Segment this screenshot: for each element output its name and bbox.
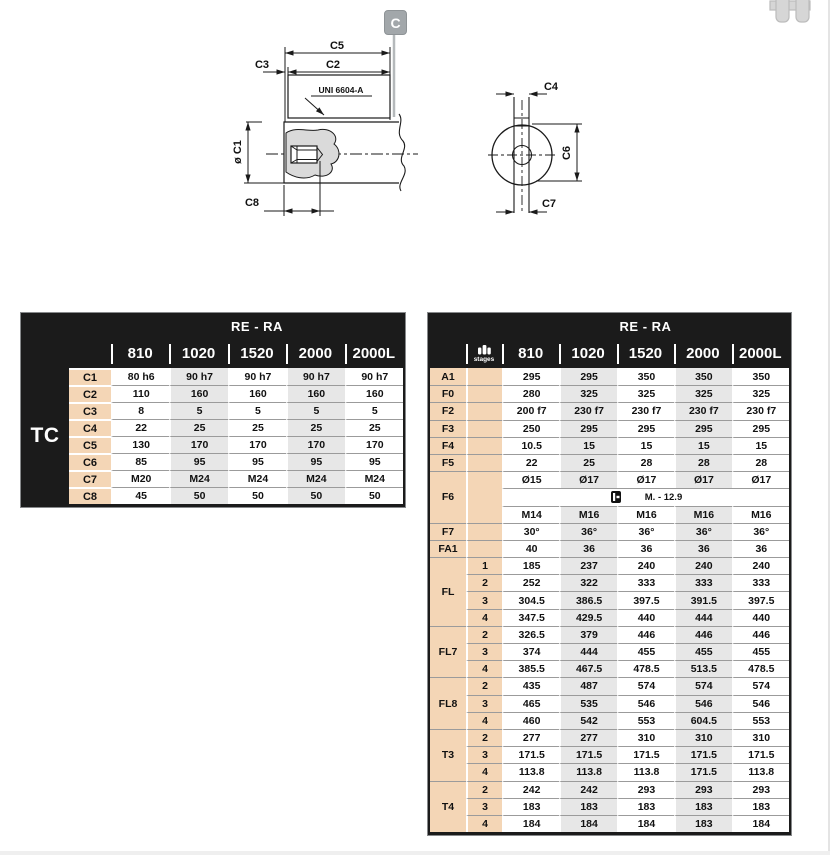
table-cell: M24 bbox=[228, 470, 286, 487]
table-cell: 25 bbox=[228, 419, 286, 436]
series-header: RE - RA bbox=[231, 318, 283, 334]
table-cell: 237 bbox=[559, 557, 616, 574]
row-label: C1 bbox=[69, 368, 111, 385]
stages-header-label: stages bbox=[473, 355, 495, 363]
table-cell: 295 bbox=[617, 420, 674, 437]
table-cell: 440 bbox=[732, 609, 789, 626]
table-cell: Ø15 bbox=[502, 471, 559, 488]
table-cell: 280 bbox=[502, 385, 559, 402]
shaft-side-view bbox=[244, 47, 418, 216]
table-row bbox=[430, 712, 789, 729]
table-cell: 379 bbox=[559, 626, 616, 643]
table-cell: 183 bbox=[559, 798, 616, 815]
table-cell: 90 h7 bbox=[345, 368, 403, 385]
table-cell: 113.8 bbox=[617, 763, 674, 780]
table-cell: 30° bbox=[502, 523, 559, 540]
table-row bbox=[430, 643, 789, 660]
table-cell: 513.5 bbox=[674, 660, 731, 677]
row-label: T4 bbox=[430, 781, 466, 833]
table-cell: 535 bbox=[559, 695, 616, 712]
row-label: FL8 bbox=[430, 677, 466, 729]
table-cell: 325 bbox=[617, 385, 674, 402]
stage-cell bbox=[466, 368, 502, 385]
table-cell: 113.8 bbox=[502, 763, 559, 780]
table-cell: 446 bbox=[732, 626, 789, 643]
table-cell: M24 bbox=[169, 470, 227, 487]
row-label: C2 bbox=[69, 385, 111, 402]
table-cell: 160 bbox=[169, 385, 227, 402]
table-cell: 160 bbox=[345, 385, 403, 402]
table-row bbox=[430, 454, 789, 471]
column-header: 810 bbox=[502, 339, 559, 368]
row-label: F0 bbox=[430, 385, 466, 402]
table-cell: 277 bbox=[559, 729, 616, 746]
table-cell: 50 bbox=[169, 487, 227, 504]
table-cell: 170 bbox=[228, 436, 286, 453]
table-cell: 36° bbox=[617, 523, 674, 540]
table-cell: 5 bbox=[286, 402, 344, 419]
stage-cell bbox=[466, 523, 502, 540]
stage-cell: 3 bbox=[466, 695, 502, 712]
table-cell: 183 bbox=[617, 798, 674, 815]
row-label: FL7 bbox=[430, 626, 466, 678]
series-header: RE - RA bbox=[619, 318, 672, 334]
table-row bbox=[430, 368, 789, 385]
table-cell: 574 bbox=[674, 677, 731, 694]
table-cell: 185 bbox=[502, 557, 559, 574]
dim-label-c1: ø C1 bbox=[232, 140, 244, 164]
table-cell: 487 bbox=[559, 677, 616, 694]
table-cell: 435 bbox=[502, 677, 559, 694]
row-label: T3 bbox=[430, 729, 466, 781]
table-cell: 240 bbox=[674, 557, 731, 574]
table-cell: 478.5 bbox=[732, 660, 789, 677]
table-cell: 22 bbox=[111, 419, 169, 436]
stage-cell bbox=[466, 454, 502, 471]
table-cell: 310 bbox=[732, 729, 789, 746]
column-header: 2000L bbox=[732, 339, 789, 368]
stage-cell: 4 bbox=[466, 660, 502, 677]
table-cell: 28 bbox=[674, 454, 731, 471]
stage-cell: 2 bbox=[466, 677, 502, 694]
table-cell: 325 bbox=[732, 385, 789, 402]
table-cell: 8 bbox=[111, 402, 169, 419]
table-cell: 546 bbox=[674, 695, 731, 712]
table-cell: 40 bbox=[502, 540, 559, 557]
table-cell: 95 bbox=[286, 453, 344, 470]
table-row bbox=[21, 368, 403, 385]
table-cell: 293 bbox=[732, 781, 789, 798]
table-cell: 397.5 bbox=[732, 591, 789, 608]
table-cell: 183 bbox=[732, 798, 789, 815]
table-cell: Ø17 bbox=[617, 471, 674, 488]
tc-group-label: TC bbox=[21, 368, 69, 504]
stages-column-header bbox=[466, 339, 502, 368]
coupling-icon bbox=[770, 0, 810, 22]
bolt-note bbox=[504, 491, 789, 503]
table-cell: 28 bbox=[732, 454, 789, 471]
table-row bbox=[21, 385, 403, 402]
table-cell: M16 bbox=[732, 506, 789, 523]
column-header: 2000 bbox=[286, 339, 344, 368]
table-cell: 171.5 bbox=[674, 746, 731, 763]
table-cell: M16 bbox=[559, 506, 616, 523]
stage-cell: 3 bbox=[466, 746, 502, 763]
stage-cell: 3 bbox=[466, 798, 502, 815]
table-row bbox=[430, 557, 789, 574]
table-cell: 25 bbox=[559, 454, 616, 471]
table-row bbox=[430, 420, 789, 437]
table-cell: 295 bbox=[732, 420, 789, 437]
table-cell: 310 bbox=[617, 729, 674, 746]
table-cell: 350 bbox=[732, 368, 789, 385]
series-header-row bbox=[430, 313, 789, 339]
column-header: 2000L bbox=[345, 339, 403, 368]
header-spacer bbox=[430, 339, 466, 368]
tc-table-body bbox=[21, 368, 403, 504]
row-label: FL bbox=[430, 557, 466, 626]
table-cell: 36 bbox=[674, 540, 731, 557]
table-cell: 160 bbox=[228, 385, 286, 402]
table-cell: 252 bbox=[502, 574, 559, 591]
table-row bbox=[21, 436, 403, 453]
screw-icon bbox=[611, 491, 621, 503]
table-cell: 553 bbox=[732, 712, 789, 729]
dim-label-c8: C8 bbox=[244, 197, 260, 209]
table-cell: 304.5 bbox=[502, 591, 559, 608]
column-header: 1020 bbox=[559, 339, 616, 368]
table-cell: 171.5 bbox=[732, 746, 789, 763]
dim-label-c6: C6 bbox=[561, 145, 573, 161]
row-label: F7 bbox=[430, 523, 466, 540]
table-cell: 242 bbox=[559, 781, 616, 798]
table-cell: 45 bbox=[111, 487, 169, 504]
dim-label-c7: C7 bbox=[541, 198, 557, 210]
table-cell: 455 bbox=[732, 643, 789, 660]
table-cell: 85 bbox=[111, 453, 169, 470]
table-cell: 277 bbox=[502, 729, 559, 746]
row-label: C6 bbox=[69, 453, 111, 470]
header-spacer bbox=[430, 313, 502, 339]
table-row bbox=[430, 729, 789, 746]
table-cell: 171.5 bbox=[559, 746, 616, 763]
table-cell: 465 bbox=[502, 695, 559, 712]
dim-table-body bbox=[430, 368, 789, 832]
table-row bbox=[430, 609, 789, 626]
table-cell: 15 bbox=[674, 437, 731, 454]
stage-cell: 3 bbox=[466, 591, 502, 608]
stage-cell bbox=[466, 385, 502, 402]
table-cell: 113.8 bbox=[559, 763, 616, 780]
table-row bbox=[430, 815, 789, 832]
table-cell: 347.5 bbox=[502, 609, 559, 626]
table-cell: 183 bbox=[674, 798, 731, 815]
table-cell: 230 f7 bbox=[617, 402, 674, 419]
table-cell: 546 bbox=[732, 695, 789, 712]
table-row bbox=[21, 487, 403, 504]
table-cell: 170 bbox=[345, 436, 403, 453]
table-cell: 183 bbox=[674, 815, 731, 832]
table-cell: M16 bbox=[617, 506, 674, 523]
column-header: 1020 bbox=[169, 339, 227, 368]
table-row bbox=[430, 746, 789, 763]
table-cell: 385.5 bbox=[502, 660, 559, 677]
table-cell: 110 bbox=[111, 385, 169, 402]
dim-label-c3: C3 bbox=[254, 59, 270, 71]
table-cell: 36 bbox=[617, 540, 674, 557]
table-cell: 322 bbox=[559, 574, 616, 591]
row-label: F4 bbox=[430, 437, 466, 454]
stage-cell: 4 bbox=[466, 712, 502, 729]
row-label: C5 bbox=[69, 436, 111, 453]
table-cell: 50 bbox=[345, 487, 403, 504]
bolt-note-cell bbox=[502, 488, 789, 505]
header-spacer bbox=[21, 313, 111, 339]
stage-cell: 2 bbox=[466, 574, 502, 591]
table-cell: 310 bbox=[674, 729, 731, 746]
table-cell: 36 bbox=[732, 540, 789, 557]
tc-dimensions-table bbox=[20, 312, 406, 508]
stage-cell: 2 bbox=[466, 781, 502, 798]
table-row bbox=[430, 574, 789, 591]
table-cell: 28 bbox=[617, 454, 674, 471]
table-cell: 295 bbox=[674, 420, 731, 437]
table-row bbox=[430, 626, 789, 643]
table-cell: Ø17 bbox=[674, 471, 731, 488]
table-row bbox=[430, 781, 789, 798]
table-cell: 574 bbox=[732, 677, 789, 694]
row-label: F3 bbox=[430, 420, 466, 437]
row-label: C4 bbox=[69, 419, 111, 436]
table-row bbox=[430, 695, 789, 712]
table-cell: 15 bbox=[559, 437, 616, 454]
table-row bbox=[430, 385, 789, 402]
column-header-row bbox=[21, 339, 403, 368]
table-cell: 460 bbox=[502, 712, 559, 729]
table-cell: Ø17 bbox=[559, 471, 616, 488]
table-cell: 455 bbox=[617, 643, 674, 660]
table-row bbox=[430, 471, 789, 488]
table-cell: 95 bbox=[169, 453, 227, 470]
table-cell: 242 bbox=[502, 781, 559, 798]
table-cell: 90 h7 bbox=[228, 368, 286, 385]
stage-cell: 2 bbox=[466, 626, 502, 643]
table-cell: 5 bbox=[228, 402, 286, 419]
column-header: 2000 bbox=[674, 339, 731, 368]
table-cell: 36° bbox=[559, 523, 616, 540]
table-cell: 325 bbox=[559, 385, 616, 402]
table-cell: 5 bbox=[345, 402, 403, 419]
row-label: F2 bbox=[430, 402, 466, 419]
table-cell: 333 bbox=[732, 574, 789, 591]
table-cell: 184 bbox=[732, 815, 789, 832]
table-cell: 230 f7 bbox=[559, 402, 616, 419]
row-label: A1 bbox=[430, 368, 466, 385]
table-cell: 184 bbox=[617, 815, 674, 832]
table-cell: 333 bbox=[674, 574, 731, 591]
dim-label-c4: C4 bbox=[543, 81, 559, 93]
stage-cell bbox=[466, 471, 502, 523]
table-cell: 295 bbox=[502, 368, 559, 385]
table-cell: 386.5 bbox=[559, 591, 616, 608]
row-label: F6 bbox=[430, 471, 466, 523]
table-cell: 184 bbox=[559, 815, 616, 832]
table-cell: 240 bbox=[617, 557, 674, 574]
table-cell: 171.5 bbox=[617, 746, 674, 763]
table-cell: 230 f7 bbox=[674, 402, 731, 419]
table-cell: 293 bbox=[617, 781, 674, 798]
stage-cell: 1 bbox=[466, 557, 502, 574]
table-cell: M20 bbox=[111, 470, 169, 487]
stage-cell: 4 bbox=[466, 609, 502, 626]
table-cell: M16 bbox=[674, 506, 731, 523]
table-row bbox=[430, 763, 789, 780]
table-row bbox=[430, 591, 789, 608]
table-cell: 374 bbox=[502, 643, 559, 660]
table-cell: 240 bbox=[732, 557, 789, 574]
table-row bbox=[21, 402, 403, 419]
column-header: 1520 bbox=[228, 339, 286, 368]
table-cell: 160 bbox=[286, 385, 344, 402]
table-row bbox=[430, 402, 789, 419]
table-cell: 295 bbox=[559, 368, 616, 385]
table-cell: 553 bbox=[617, 712, 674, 729]
stages-icon bbox=[478, 345, 491, 355]
stage-cell bbox=[466, 437, 502, 454]
row-label: C8 bbox=[69, 487, 111, 504]
table-cell: 444 bbox=[674, 609, 731, 626]
table-cell: 95 bbox=[345, 453, 403, 470]
table-cell: 444 bbox=[559, 643, 616, 660]
table-row bbox=[430, 523, 789, 540]
dim-label-c2: C2 bbox=[325, 59, 341, 71]
stage-cell: 4 bbox=[466, 815, 502, 832]
bolt-note-text: M. - 12.9 bbox=[644, 491, 683, 503]
table-cell: 50 bbox=[286, 487, 344, 504]
table-cell: 546 bbox=[617, 695, 674, 712]
table-cell: 478.5 bbox=[617, 660, 674, 677]
table-cell: 295 bbox=[559, 420, 616, 437]
table-cell: 50 bbox=[228, 487, 286, 504]
table-cell: M24 bbox=[286, 470, 344, 487]
stage-cell: 4 bbox=[466, 763, 502, 780]
column-header: 1520 bbox=[617, 339, 674, 368]
table-row bbox=[430, 437, 789, 454]
table-cell: 184 bbox=[502, 815, 559, 832]
table-cell: 391.5 bbox=[674, 591, 731, 608]
table-row bbox=[21, 419, 403, 436]
row-label: F5 bbox=[430, 454, 466, 471]
table-cell: 10.5 bbox=[502, 437, 559, 454]
table-cell: 130 bbox=[111, 436, 169, 453]
shaft-standard-label: UNI 6604-A bbox=[318, 85, 364, 95]
mounting-dimensions-table bbox=[427, 312, 792, 836]
table-cell: Ø17 bbox=[732, 471, 789, 488]
section-badge: C bbox=[384, 10, 407, 35]
page-edge-bottom bbox=[0, 851, 830, 855]
technical-drawing bbox=[0, 0, 830, 300]
table-cell: 171.5 bbox=[502, 746, 559, 763]
table-cell: 440 bbox=[617, 609, 674, 626]
table-cell: 429.5 bbox=[559, 609, 616, 626]
table-cell: 36 bbox=[559, 540, 616, 557]
table-cell: 25 bbox=[286, 419, 344, 436]
series-header-row bbox=[21, 313, 403, 339]
table-cell: 22 bbox=[502, 454, 559, 471]
table-cell: M24 bbox=[345, 470, 403, 487]
table-row bbox=[430, 540, 789, 557]
table-cell: 170 bbox=[286, 436, 344, 453]
table-cell: 350 bbox=[617, 368, 674, 385]
stage-cell bbox=[466, 540, 502, 557]
table-cell: 446 bbox=[617, 626, 674, 643]
table-cell: 325 bbox=[674, 385, 731, 402]
table-cell: 36° bbox=[674, 523, 731, 540]
table-cell: 171.5 bbox=[674, 763, 731, 780]
table-cell: 604.5 bbox=[674, 712, 731, 729]
table-cell: 25 bbox=[169, 419, 227, 436]
header-spacer bbox=[21, 339, 111, 368]
table-cell: 25 bbox=[345, 419, 403, 436]
row-label: FA1 bbox=[430, 540, 466, 557]
table-row bbox=[21, 470, 403, 487]
row-label: C3 bbox=[69, 402, 111, 419]
table-cell: 542 bbox=[559, 712, 616, 729]
table-cell: 15 bbox=[732, 437, 789, 454]
table-row bbox=[430, 798, 789, 815]
table-cell: 467.5 bbox=[559, 660, 616, 677]
table-row bbox=[21, 453, 403, 470]
table-cell: 446 bbox=[674, 626, 731, 643]
table-cell: 333 bbox=[617, 574, 674, 591]
table-cell: 15 bbox=[617, 437, 674, 454]
dim-label-c5: C5 bbox=[329, 40, 345, 52]
table-cell: 170 bbox=[169, 436, 227, 453]
table-cell: 293 bbox=[674, 781, 731, 798]
table-cell: 230 f7 bbox=[732, 402, 789, 419]
table-cell: 183 bbox=[502, 798, 559, 815]
stage-cell: 2 bbox=[466, 729, 502, 746]
table-cell: 200 f7 bbox=[502, 402, 559, 419]
table-cell: 80 h6 bbox=[111, 368, 169, 385]
table-cell: 397.5 bbox=[617, 591, 674, 608]
table-cell: 574 bbox=[617, 677, 674, 694]
table-cell: 5 bbox=[169, 402, 227, 419]
table-cell: 90 h7 bbox=[169, 368, 227, 385]
table-cell: 455 bbox=[674, 643, 731, 660]
table-cell: 95 bbox=[228, 453, 286, 470]
table-cell: 36° bbox=[732, 523, 789, 540]
table-row bbox=[430, 660, 789, 677]
row-label: C7 bbox=[69, 470, 111, 487]
table-cell: 113.8 bbox=[732, 763, 789, 780]
table-cell: 350 bbox=[674, 368, 731, 385]
table-row bbox=[430, 677, 789, 694]
table-cell: M14 bbox=[502, 506, 559, 523]
table-cell: 250 bbox=[502, 420, 559, 437]
column-header: 810 bbox=[111, 339, 169, 368]
table-cell: 90 h7 bbox=[286, 368, 344, 385]
table-cell: 326.5 bbox=[502, 626, 559, 643]
stage-cell: 3 bbox=[466, 643, 502, 660]
column-header-row bbox=[430, 339, 789, 368]
stage-cell bbox=[466, 420, 502, 437]
stage-cell bbox=[466, 402, 502, 419]
